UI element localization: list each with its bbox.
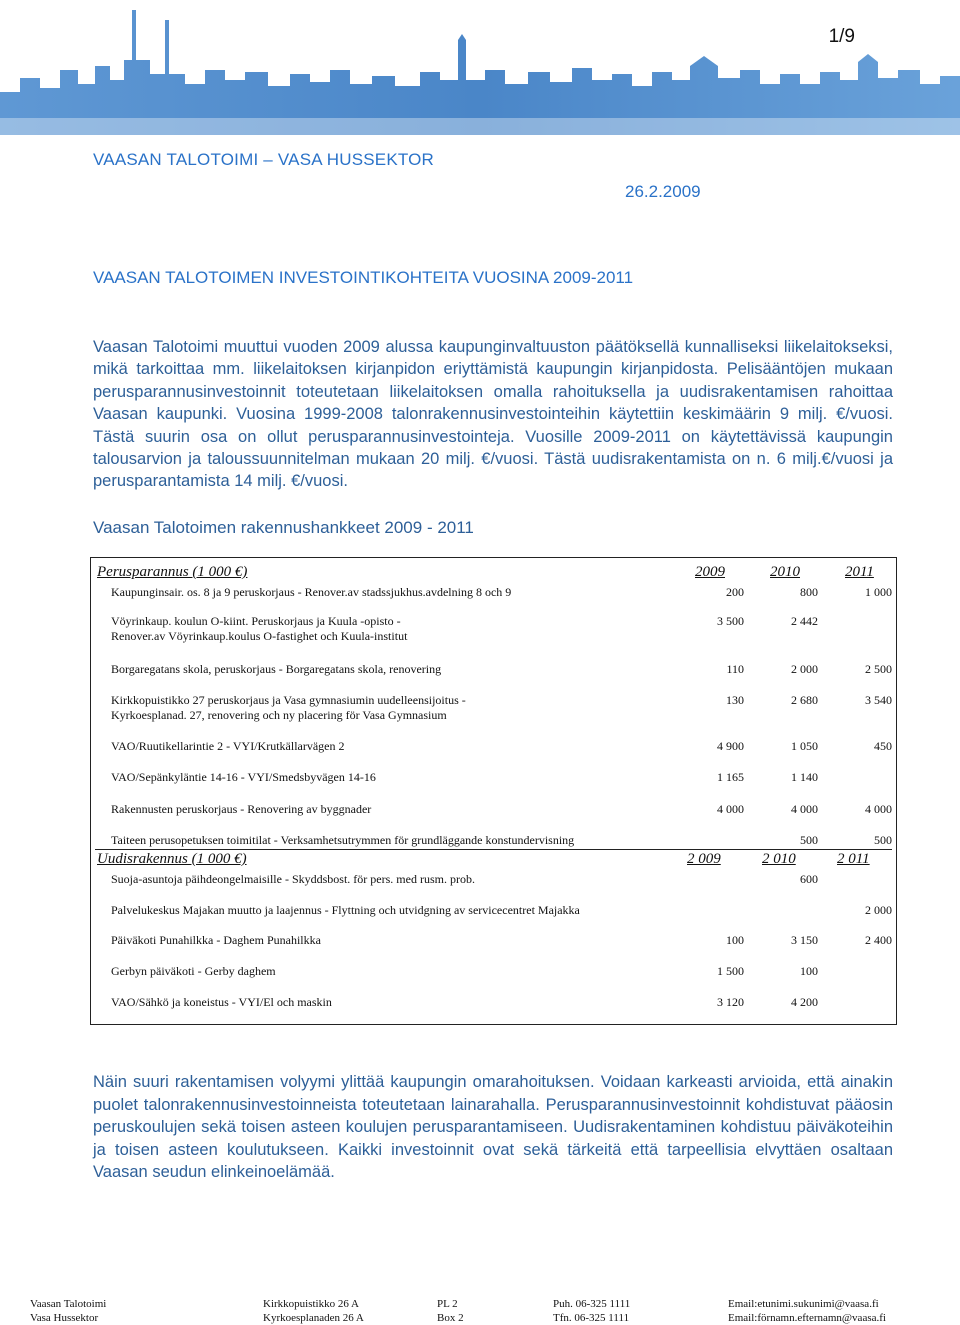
document-title: VAASAN TALOTOIMEN INVESTOINTIKOHTEITA VUOSINA 2009-2011 bbox=[93, 268, 634, 287]
closing-paragraph: Näin suuri rakentamisen volyymi ylittää kaupungin omarahoituksen. Voidaan karkeasti arvioida, että ainakin puolet talonrakennusinvestoinneista toteutetaan lainarahalla. Perusparannusinvestoinnit kohdistuvat pääosin peruskoulujen sekä toisen asteen koulujen perusparantamiseen. Uudisrakentaminen kohdistuu päiväkoteihin ja toisen asteen koulutukseen. Kaikki investoinnit ovat sekä tärkeitä että tarpeellisia elvyttäen osaltaan Vaasan seudun elinkeinoelämää. bbox=[93, 1073, 893, 1182]
value-2011: 2 500 bbox=[865, 662, 892, 676]
value-2009: 1 165 bbox=[717, 770, 744, 784]
value-2009: 4 900 bbox=[717, 739, 744, 753]
row-description: VAO/Sähkö ja koneistus - VYI/El och maskin bbox=[111, 995, 332, 1009]
row-description: Taiteen perusopetuksen toimitilat - Verksamhetsutrymmen för grundläggande konstundervisning bbox=[111, 833, 575, 847]
year-header: 2 009 bbox=[687, 851, 721, 867]
value-2010: 2 000 bbox=[791, 662, 818, 676]
value-2010: 4 200 bbox=[791, 995, 818, 1009]
value-2010: 1 140 bbox=[791, 770, 818, 784]
year-header: 2 011 bbox=[837, 851, 870, 867]
value-2011: 2 000 bbox=[865, 903, 892, 917]
row-description: Palvelukeskus Majakan muutto ja laajennus - Flyttning och utvidgning av servicecentret Majakka bbox=[111, 903, 580, 917]
year-header: 2 010 bbox=[762, 851, 796, 867]
footer-org: Vaasan Talotoimi bbox=[30, 1298, 107, 1310]
footer-pobox: Box 2 bbox=[437, 1312, 464, 1324]
value-2009: 3 120 bbox=[717, 995, 744, 1009]
row-description: Kaupunginsair. os. 8 ja 9 peruskorjaus - Renover.av stadssjukhus.avdelning 8 och 9 bbox=[111, 585, 512, 599]
value-2010: 2 680 bbox=[791, 693, 818, 707]
value-2011: 450 bbox=[874, 739, 892, 753]
footer-address: Kyrkoesplanaden 26 A bbox=[263, 1312, 364, 1324]
row-description: VAO/Ruutikellarintie 2 - VYI/Krutkällarvägen 2 bbox=[111, 739, 345, 753]
value-2010: 100 bbox=[800, 964, 818, 978]
value-2010: 3 150 bbox=[791, 933, 818, 947]
section-divider bbox=[95, 849, 892, 850]
renovation-heading: Perusparannus (1 000 €) bbox=[97, 564, 248, 580]
value-2009: 3 500 bbox=[717, 614, 744, 628]
value-2011: 2 400 bbox=[865, 933, 892, 947]
row-description: Kirkkopuistikko 27 peruskorjaus ja Vasa gymnasiumin uudelleensijoitus - Kyrkoesplanad. 27, renovering och ny placering för Vasa Gymnasium bbox=[111, 693, 466, 722]
value-2011: 500 bbox=[874, 833, 892, 847]
row-description: Päiväkoti Punahilkka - Daghem Punahilkka bbox=[111, 933, 321, 947]
footer-email[interactable]: Email:förnamn.efternamn@vaasa.fi bbox=[728, 1312, 886, 1324]
value-2011: 4 000 bbox=[865, 802, 892, 816]
footer-pobox: PL 2 bbox=[437, 1298, 458, 1310]
value-2010: 800 bbox=[800, 585, 818, 599]
page-number: 1/9 bbox=[828, 26, 855, 47]
value-2010: 2 442 bbox=[791, 614, 818, 628]
value-2009: 1 500 bbox=[717, 964, 744, 978]
intro-paragraph: Vaasan Talotoimi muuttui vuoden 2009 alussa kaupunginvaltuuston päätöksellä kunnalliseksi liikelaitokseksi, mikä tarkoittaa mm. liikelaitoksen kirjanpidon eriyttämistä kaupungin kirjanpidosta. Pelisääntöjen mukaan perusparannusinvestoinnit toteutetaan liikelaitoksen omalla rahoituksella ja uudisrakentamisen rahoittaa Vaasan kaupunki. Vuosina 1999-2008 talonrakennusinvestointeihin käytettiin keskimäärin 9 milj. €/vuosi. Tästä suurin osa on ollut perusparannusinvestointeja. Vuosille 2009-2011 on käytettävissä kaupungin talousarvion ja taloussuunnitelman mukaan 20 milj. €/vuosi. Tästä uudisrakentamista on n. 6 milj.€/vuosi ja perusparantamista 14 milj. €/vuosi. bbox=[93, 338, 893, 491]
value-2010: 4 000 bbox=[791, 802, 818, 816]
footer-org: Vasa Hussektor bbox=[30, 1312, 99, 1324]
value-2011: 1 000 bbox=[865, 585, 892, 599]
row-description: Gerbyn päiväkoti - Gerby daghem bbox=[111, 964, 276, 978]
value-2010: 500 bbox=[800, 833, 818, 847]
footer-address: Kirkkopuistikko 26 A bbox=[263, 1298, 359, 1310]
section-title: Vaasan Talotoimen rakennushankkeet 2009 - 2011 bbox=[93, 518, 474, 537]
organization-name: VAASAN TALOTOIMI – VASA HUSSEKTOR bbox=[93, 150, 435, 169]
row-description: Borgaregatans skola, peruskorjaus - Borgaregatans skola, renovering bbox=[111, 662, 442, 676]
value-2009: 110 bbox=[726, 662, 744, 676]
investment-table bbox=[90, 557, 897, 1025]
row-description: Rakennusten peruskorjaus - Renovering av byggnader bbox=[111, 802, 372, 816]
value-2011: 3 540 bbox=[865, 693, 892, 707]
value-2010: 1 050 bbox=[791, 739, 818, 753]
city-skyline-banner bbox=[0, 0, 960, 135]
row-description: VAO/Sepänkyläntie 14-16 - VYI/Smedsbyvägen 14-16 bbox=[111, 770, 376, 784]
new-construction-heading: Uudisrakennus (1 000 €) bbox=[97, 851, 247, 867]
row-description: Vöyrinkaup. koulun O-kiint. Peruskorjaus ja Kuula -opisto - Renover.av Vöyrinkaup.koulus O-fastighet och Kuula-institut bbox=[111, 614, 408, 643]
value-2009: 100 bbox=[726, 933, 744, 947]
value-2009: 130 bbox=[726, 693, 744, 707]
row-description: Suoja-asuntoja päihdeongelmaisille - Skyddsbost. för pers. med rusm. prob. bbox=[111, 872, 475, 886]
value-2009: 200 bbox=[726, 585, 744, 599]
year-header: 2009 bbox=[695, 564, 725, 580]
year-header: 2011 bbox=[845, 564, 874, 580]
footer-phone: Puh. 06-325 1111 bbox=[553, 1298, 631, 1310]
value-2010: 600 bbox=[800, 872, 818, 886]
document-date: 26.2.2009 bbox=[625, 182, 701, 201]
footer-email[interactable]: Email:etunimi.sukunimi@vaasa.fi bbox=[728, 1298, 879, 1310]
value-2009: 4 000 bbox=[717, 802, 744, 816]
footer-phone: Tfn. 06-325 1111 bbox=[553, 1312, 630, 1324]
year-header: 2010 bbox=[770, 564, 800, 580]
